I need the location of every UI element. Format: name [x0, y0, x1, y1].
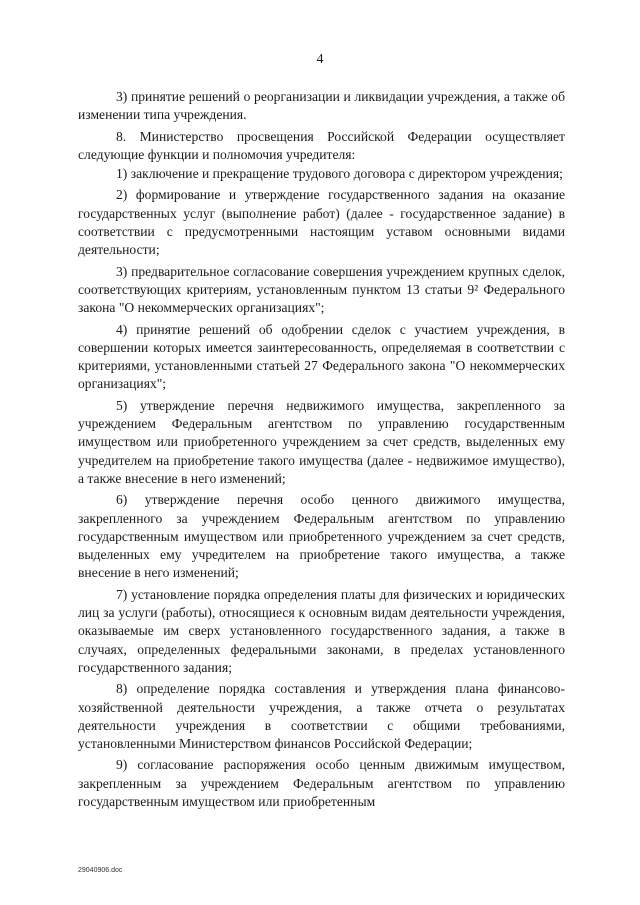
paragraph-item-4: 4) принятие решений об одобрении сделок с участием учреждения, в совершении которых имеется заинтересованность, определяемая в соответствии с критериями, установленными статьей 27 Федерального закона "О некоммерческих организациях";: [78, 321, 565, 392]
paragraph-item-7: 7) установление порядка определения платы для физических и юридических лиц за услуги (работы), относящиеся к основным видам деятельности учреждения, оказываемые им сверх установленного государственного задания, а также в случаях, определенных федеральными законами, в пределах установленного государственного задания;: [78, 586, 565, 675]
paragraph-item-6: 6) утверждение перечня особо ценного движимого имущества, закрепленного за учреждением Федеральным агентством по управлению государственным имуществом или приобретенного учреждением за счет средств, выделенных ему учредителем на приобретение такого имущества, а также внесение в него изменений;: [78, 492, 565, 581]
paragraph-item-8: 8) определение порядка составления и утверждения плана финансово-хозяйственной деятельности учреждения, а также отчета о результатах деятельности учреждения в соответствии с общими требованиями, установленными Министерством финансов Российской Федерации;: [78, 681, 565, 752]
paragraph-item-9: 9) согласование распоряжения особо ценным движимым имуществом, закрепленным за учреждением Федеральным агентством по управлению государственным имуществом или приобретенным: [78, 757, 565, 809]
paragraph-item-1: 1) заключение и прекращение трудового договора с директором учреждения;: [116, 166, 563, 182]
page-number: 4: [316, 52, 324, 67]
paragraph-reorganization: 3) принятие решений о реорганизации и ликвидации учреждения, а также об изменении типа учреждения.: [78, 89, 565, 123]
paragraph-item-5: 5) утверждение перечня недвижимого имущества, закрепленного за учреждением Федеральным агентством по управлению государственным имуществом или приобретенного учреждением за счет средств, выделенных ему учредителем на приобретение такого имущества (далее - недвижимое имущество), а также внесение в него изменений;: [78, 397, 565, 486]
paragraph-item-3: 3) предварительное согласование совершения учреждением крупных сделок, соответствующих критериям, установленным пунктом 13 статьи 9² Федерального закона "О некоммерческих организациях";: [78, 263, 565, 316]
paragraph-item-2: 2) формирование и утверждение государственного задания на оказание государственных услуг (выполнение работ) (далее - государственное задание) в соответствии с предусмотренными настоящим уставом основными видами деятельности;: [78, 187, 565, 258]
footer-filename: 29040906.doc: [78, 867, 123, 874]
paragraph-section-8: 8. Министерство просвещения Российской Федерации осуществляет следующие функции и полномочия учредителя:: [78, 128, 565, 162]
document-body: [78, 88, 565, 812]
